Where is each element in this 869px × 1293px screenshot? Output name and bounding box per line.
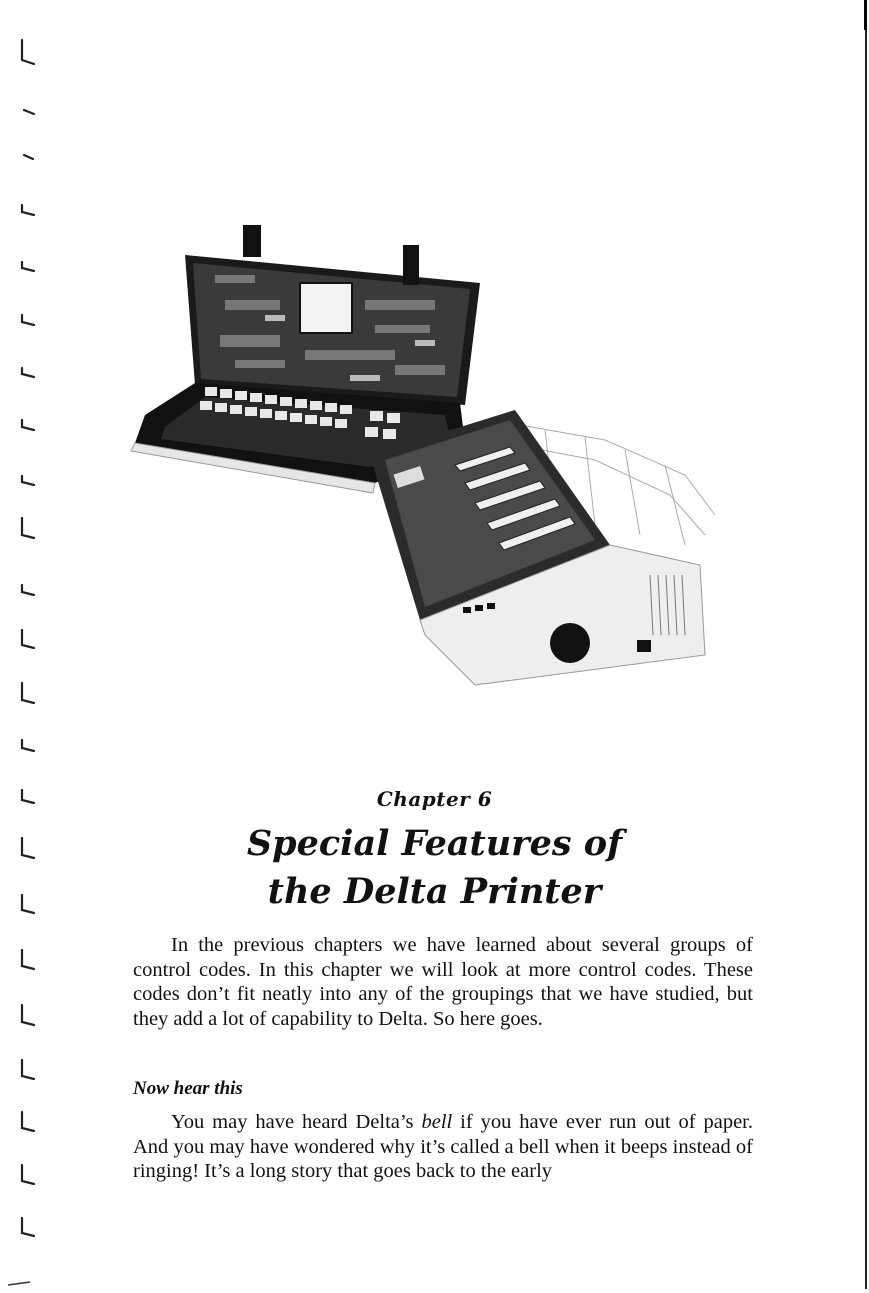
- chapter-title: [0, 820, 869, 916]
- computer-and-printer-illustration: [125, 215, 780, 710]
- section-heading: Now hear this: [133, 1078, 243, 1099]
- paragraph-bell-after: if you have ever run out of paper. And you may have wondered why it’s called a bell when it beeps instead of ringing! It’s a long story that goes back to the early: [133, 1111, 753, 1182]
- paragraph-intro: In the previous chapters we have learned about several groups of control codes. In this chapter we will look at more control codes. These codes don’t fit neatly into any of the groupings that we have studied, but they add a lot of capability to Delta. So here goes.: [133, 934, 753, 1030]
- binding-holes: [0, 0, 40, 1289]
- chapter-title-line-2: the Delta Printer: [267, 871, 602, 912]
- chapter-title-line-1: Special Features of: [246, 823, 623, 864]
- paragraph-bell-before: You may have heard Delta’s: [171, 1111, 422, 1133]
- term-bell: bell: [421, 1111, 453, 1133]
- page-edge-mark: [864, 0, 867, 30]
- chapter-label: Chapter 6: [376, 787, 493, 811]
- page-edge-line: [865, 0, 867, 1289]
- paragraph-bell: [133, 1110, 753, 1184]
